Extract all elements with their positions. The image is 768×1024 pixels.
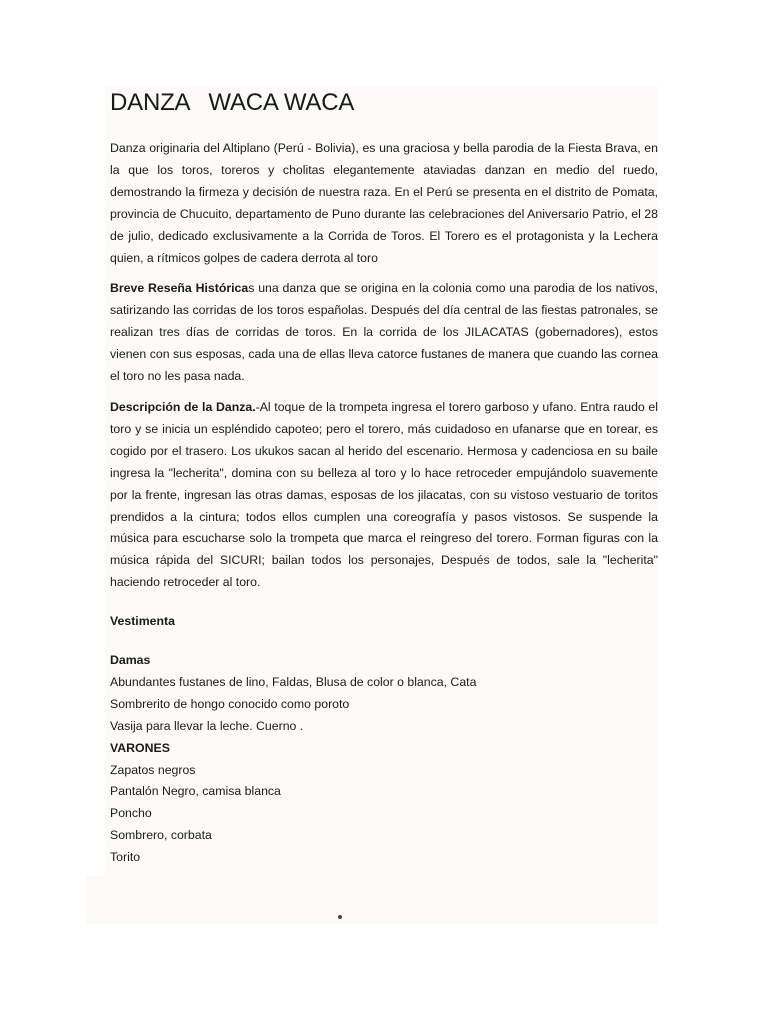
description-lead: Descripción de la Danza.	[110, 399, 256, 414]
list-item: Zapatos negros	[110, 762, 196, 777]
history-text: s una danza que se origina en la colonia como una parodia de los nativos, satirizando las corridas de los toros españolas. Después del día central de las fiestas patronales, se realizan tres días de corridas de toros. En la corrida de los JILACATAS (gobernadores), estos vienen con sus esposas, cada una de ellas lleva catorce fustanes de manera que cuando las cornea el toro no les pasa nada.	[110, 281, 658, 384]
bullet-dot	[338, 915, 342, 919]
damas-list	[110, 672, 658, 738]
varones-list	[110, 760, 658, 870]
intro-paragraph: Danza originaria del Altiplano (Perú - Bolivia), es una graciosa y bella parodia de la Fiesta Brava, en la que los toros, toreros y cholitas elegantemente ataviadas danzan en medio del ruedo, demostrando la firmeza y decisión de nuestra raza. En el Perú se presenta en el distrito de Pomata, provincia de Chucuito, departamento de Puno durante las celebraciones del Aniversario Patrio, el 28 de julio, dedicado exclusivamente a la Corrida de Toros. El Torero es el protagonista y la Lechera quien, a rítmicos golpes de cadera derrota al toro	[110, 141, 658, 265]
list-item: Torito	[110, 850, 141, 865]
page-title: DANZA WACA WACA	[110, 89, 355, 116]
description-text: -Al toque de la trompeta ingresa el torero garboso y ufano. Entra raudo el toro y se inicia un espléndido capoteo; pero el torero, más cuidadoso en ufanarse que en torear, es cogido por el trasero. Los ukukos sacan al herido del escenario. Hermosa y cadenciosa en su baile ingresa la "lecherita", domina con su belleza al toro y lo hace retroceder empujándolo suavemente por la frente, ingresan las otras damas, esposas de los jilacatas, con su vistoso vestuario de toritos prendidos a la cintura; todos ellos cumplen una coreografía y pasos vistosos. Se suspende la música para escucharse solo la trompeta que marca el reingreso del torero. Forman figuras con la música rápida del SICURI; bailan todos los personajes, Después de todos, sale la "lecherita" haciendo retroceder al toro.	[110, 399, 658, 590]
content-background-notch	[86, 876, 106, 924]
varones-heading: VARONES	[110, 740, 170, 755]
history-paragraph	[110, 278, 658, 388]
list-item: Sombrerito de hongo conocido como poroto	[110, 696, 350, 711]
document-body	[110, 86, 658, 869]
history-lead: Breve Reseña Histórica	[110, 281, 249, 296]
list-item: Poncho	[110, 806, 152, 821]
list-item: Abundantes fustanes de lino, Faldas, Blusa de color o blanca, Cata	[110, 674, 477, 689]
list-item: Vasija para llevar la leche. Cuerno .	[110, 718, 304, 733]
description-paragraph	[110, 397, 658, 594]
damas-heading: Damas	[110, 653, 151, 668]
vestimenta-heading: Vestimenta	[110, 614, 175, 629]
list-item: Pantalón Negro, camisa blanca	[110, 784, 281, 799]
list-item: Sombrero, corbata	[110, 828, 212, 843]
